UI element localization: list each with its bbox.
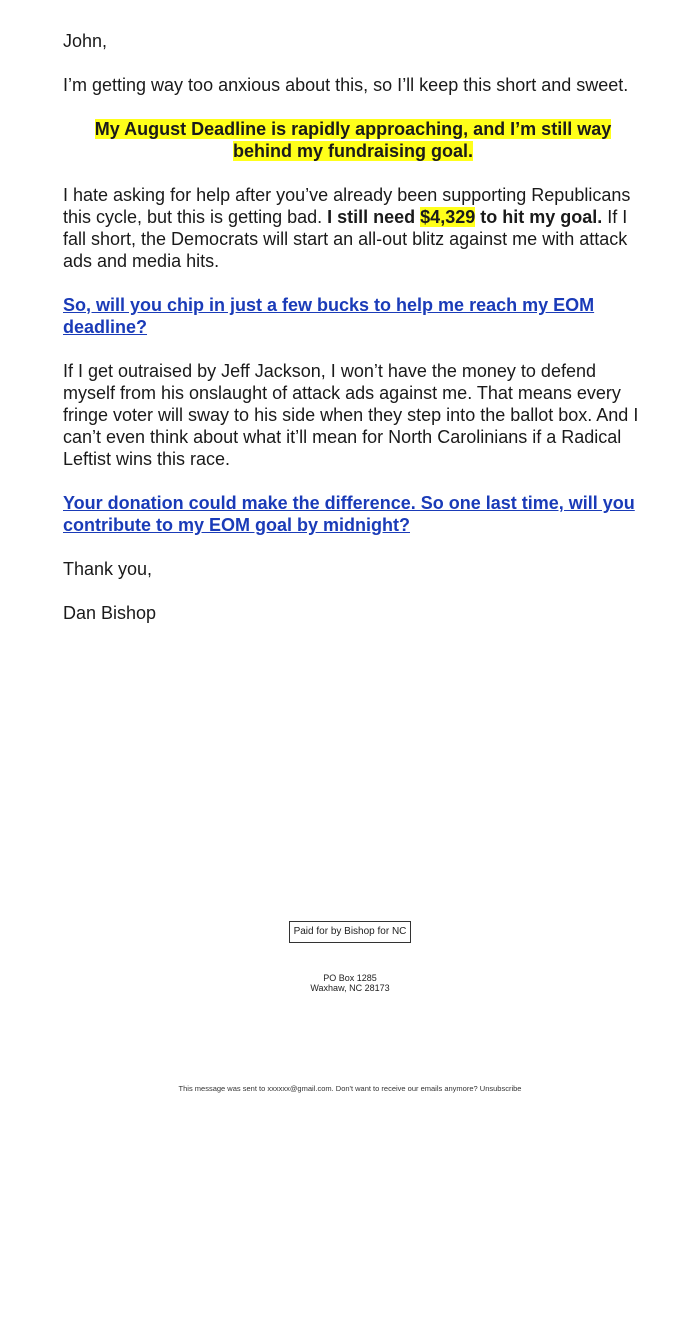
paid-for-disclaimer: Paid for by Bishop for NC xyxy=(289,921,412,943)
unsubscribe-link[interactable]: Unsubscribe xyxy=(479,1084,522,1093)
unsubscribe-notice xyxy=(0,1084,700,1094)
appeal-bold-a: I still need xyxy=(327,207,421,227)
opponent-paragraph: If I get outraised by Jeff Jackson, I won’t have the money to defend myself from his onslaught of attack ads against me. That means every fringe voter will sway to his side when they step into the ballot box. And I can’t even think about what it’ll mean for North Carolinians if a Radical Leftist wins this race. xyxy=(63,361,639,469)
appeal-bold-b: to hit my goal. xyxy=(475,207,603,227)
signature: Dan Bishop xyxy=(63,603,157,623)
address-line-2: Waxhaw, NC 28173 xyxy=(310,983,390,993)
paid-for-container xyxy=(0,921,700,943)
closing: Thank you, xyxy=(63,559,153,579)
appeal-bold xyxy=(327,207,602,227)
goal-amount: $4,329 xyxy=(420,207,476,227)
appeal-paragraph xyxy=(63,184,643,272)
sent-to-text: This message was sent to xxxxxx@gmail.com. Don't want to receive our emails anymore? xyxy=(178,1084,480,1093)
donate-link-1[interactable]: So, will you chip in just a few bucks to help me reach my EOM deadline? xyxy=(63,295,595,337)
appeal-text-a: I hate asking for help after you’ve already been supporting Republicans this cycle, but this is getting bad. xyxy=(63,185,631,227)
headline-highlight: My August Deadline is rapidly approaching, and I’m still way behind my fundraising goal. xyxy=(94,119,612,161)
greeting: John, xyxy=(63,31,108,51)
donate-link-paragraph-1 xyxy=(63,294,643,338)
headline xyxy=(63,118,643,162)
address-line-1: PO Box 1285 xyxy=(323,973,377,983)
donate-link-2[interactable]: Your donation could make the difference. So one last time, will you contribute to my EOM goal by midnight? xyxy=(63,493,635,535)
donate-link-paragraph-2 xyxy=(63,492,643,536)
mailing-address xyxy=(0,973,700,993)
email-body xyxy=(63,30,643,646)
intro-paragraph: I’m getting way too anxious about this, so I’ll keep this short and sweet. xyxy=(63,75,629,95)
appeal-text-b: If I fall short, the Democrats will start an all-out blitz against me with attack ads and media hits. xyxy=(63,207,628,271)
